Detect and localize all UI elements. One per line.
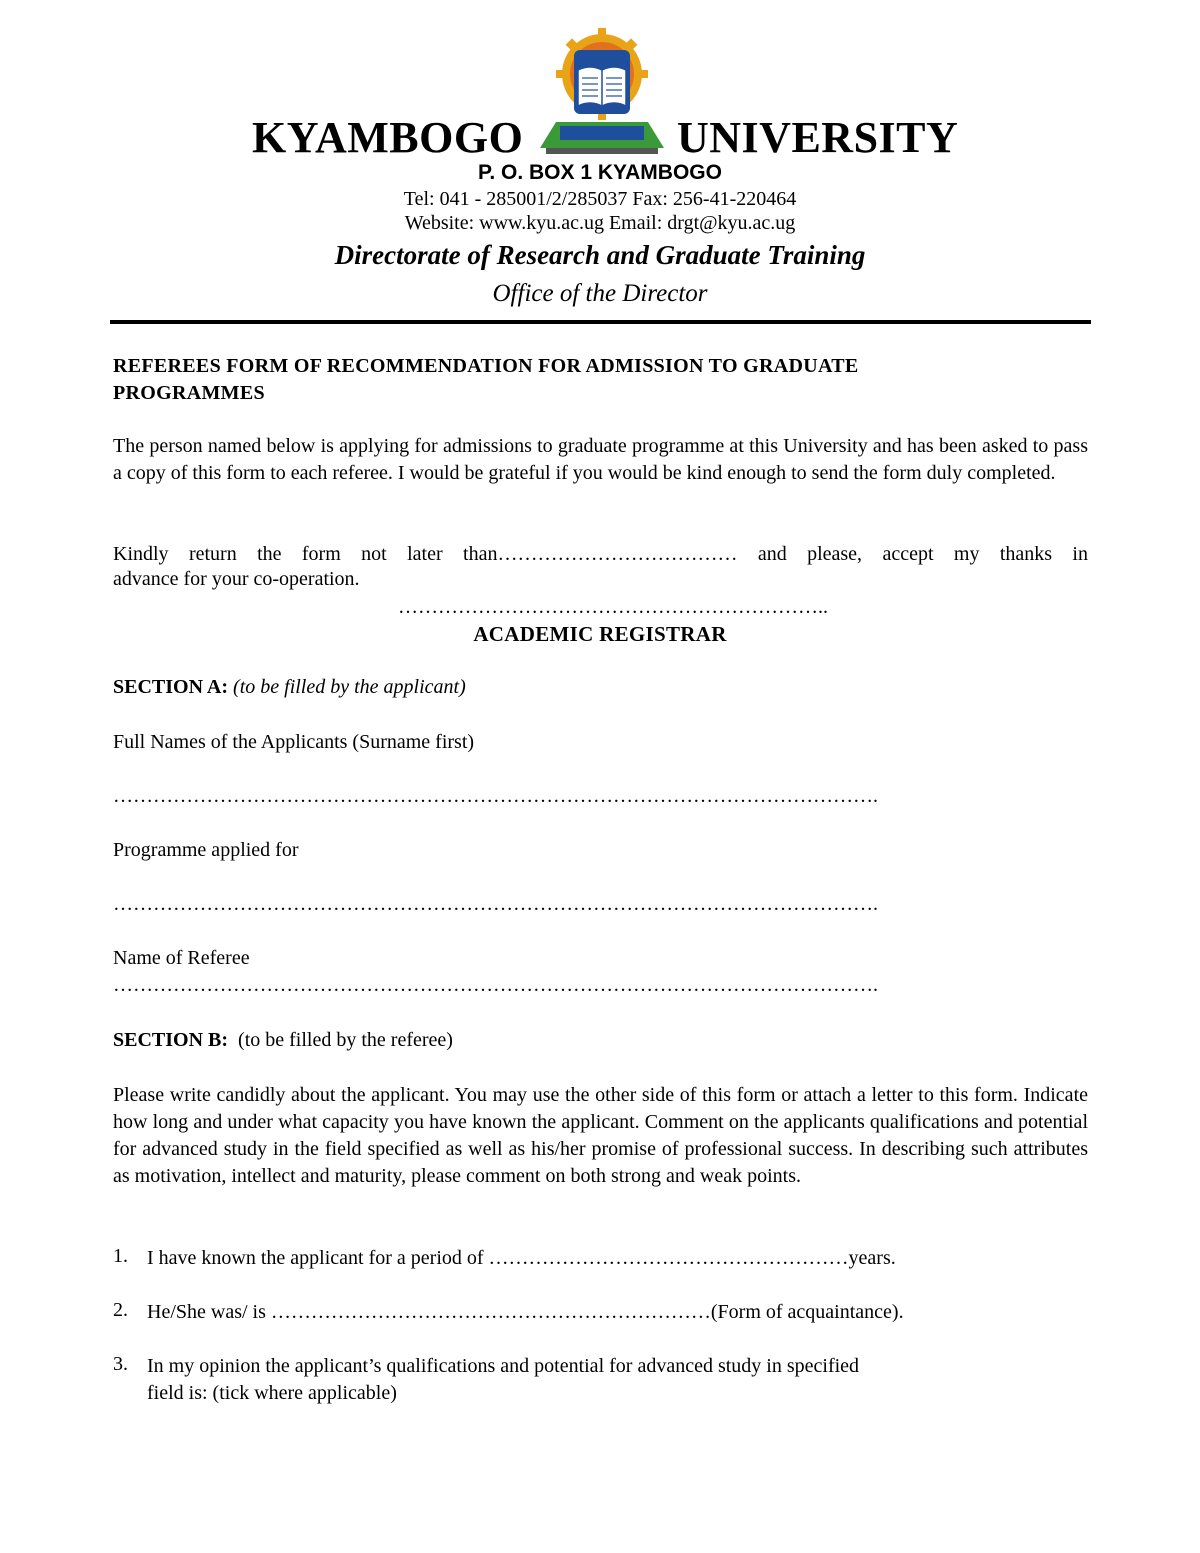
item-2-acquaintance[interactable]: He/She was/ is …………………………………………………………(Form of acquaintance). xyxy=(147,1301,904,1323)
form-title-line-2: PROGRAMMES xyxy=(113,382,265,404)
section-b-heading: SECTION B: (to be filled by the referee) xyxy=(113,1029,453,1051)
programme-label: Programme applied for xyxy=(113,839,299,861)
section-a-label: SECTION A xyxy=(113,676,222,698)
item-2-number: 2. xyxy=(113,1299,128,1321)
office-title: Office of the Director xyxy=(492,280,708,307)
academic-registrar-label: ACADEMIC REGISTRAR xyxy=(473,622,727,646)
item-1-period-known[interactable]: I have known the applicant for a period of ………………………………………………years. xyxy=(147,1247,896,1269)
university-name-right: UNIVERSITY xyxy=(677,113,959,162)
section-a-note: (to be filled by the applicant) xyxy=(233,676,466,698)
programme-field[interactable]: ……………………………………………………………………………………………………. xyxy=(113,893,878,915)
website-email: Website: www.kyu.ac.ug Email: drgt@kyu.ac.ug xyxy=(404,212,796,234)
section-b-label: SECTION B xyxy=(113,1029,222,1051)
referee-name-field[interactable]: ……………………………………………………………………………………………………. xyxy=(113,974,878,996)
form-title-line-1: REFEREES FORM OF RECOMMENDATION FOR ADMISSION TO GRADUATE xyxy=(113,355,859,377)
referee-instructions: Please write candidly about the applicant. You may use the other side of this form or attach a letter to this form. Indicate how long and under what capacity you have known the applicant. Comment on the applicants qualifications and potential for advanced study in the field specified as well as his/her promise of professional success. In describing such attributes as motivation, intellect and maturity, please comment on both strong and weak points. xyxy=(113,1084,1088,1187)
item-3-number: 3. xyxy=(113,1353,128,1375)
directorate-title: Directorate of Research and Graduate Training xyxy=(334,240,866,270)
full-names-label: Full Names of the Applicants (Surname first) xyxy=(113,731,475,753)
form-title xyxy=(113,353,1013,407)
registrar-signature-line: ……………………………………………………….. xyxy=(398,596,828,618)
item-3-opinion: In my opinion the applicant’s qualifications and potential for advanced study in specified xyxy=(147,1355,860,1377)
referee-name-label: Name of Referee xyxy=(113,947,250,969)
return-deadline-line-2: advance for your co-operation. xyxy=(113,568,360,590)
postal-address: P. O. BOX 1 KYAMBOGO xyxy=(478,161,722,184)
university-logo xyxy=(536,26,668,156)
section-a-heading: SECTION A: (to be filled by the applicant) xyxy=(113,676,466,698)
intro-paragraph: The person named below is applying for admissions to graduate programme at this University and has been asked to pass a copy of this form to each referee. I would be grateful if you would be kind enough to send the form duly completed. xyxy=(113,435,1088,484)
item-3-opinion-line-2: field is: (tick where applicable) xyxy=(147,1382,397,1404)
section-b-note: (to be filled by the referee) xyxy=(238,1029,453,1051)
full-names-field[interactable]: ……………………………………………………………………………………………………. xyxy=(113,785,878,807)
telephone-fax: Tel: 041 - 285001/2/285037 Fax: 256-41-220464 xyxy=(403,188,797,210)
return-deadline-line: Kindly return the form not later than……………………………… and please, accept my thanks in xyxy=(113,543,1088,565)
item-1-number: 1. xyxy=(113,1245,128,1267)
university-name-left: KYAMBOGO xyxy=(252,113,524,162)
header-divider xyxy=(110,320,1091,324)
